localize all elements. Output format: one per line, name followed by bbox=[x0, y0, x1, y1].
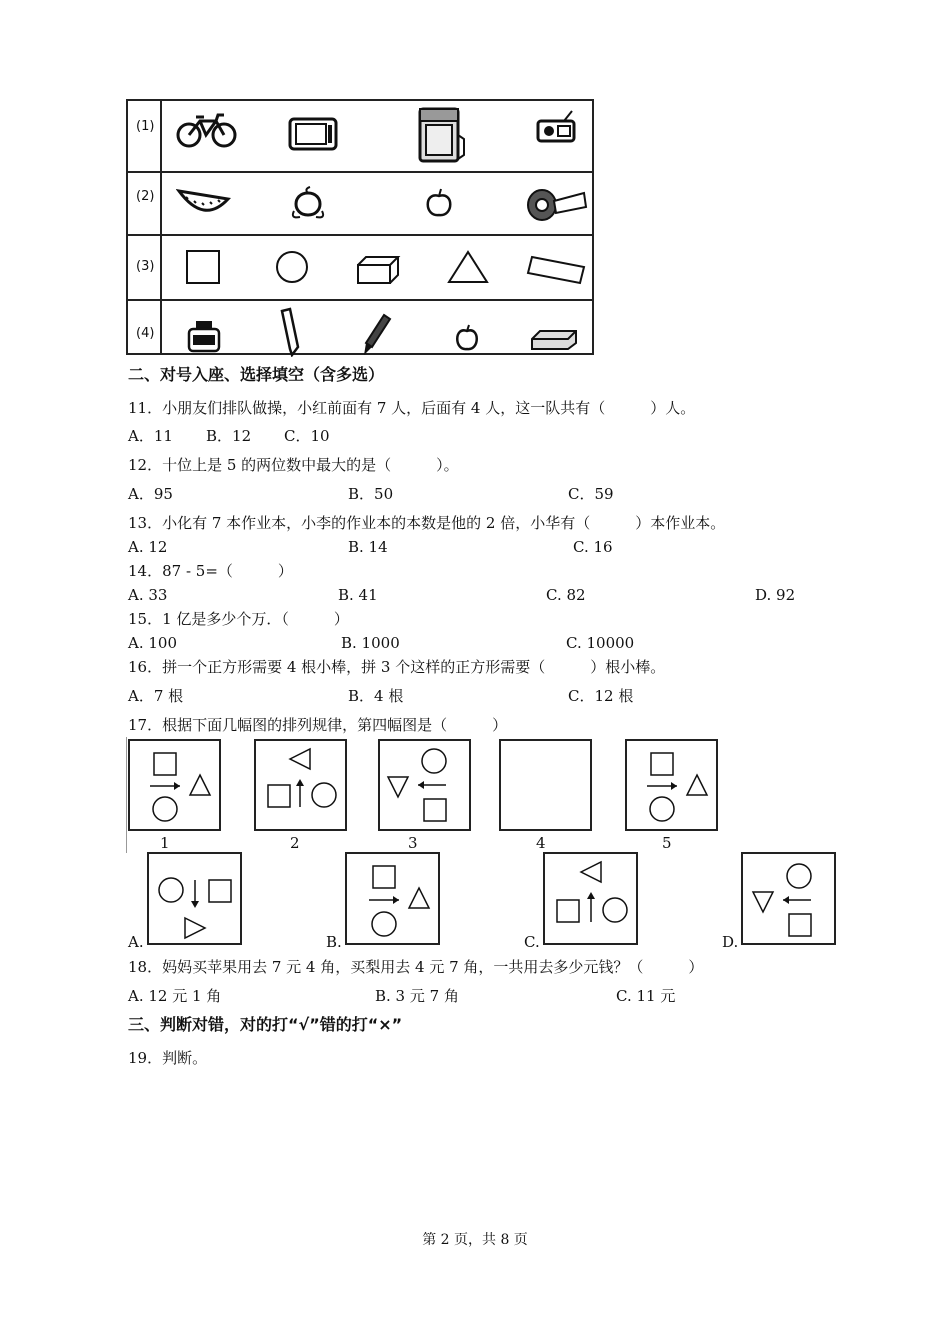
q16-option-c[interactable]: C．12 根 bbox=[568, 687, 634, 705]
option-c-shapes bbox=[545, 854, 636, 943]
page-footer: 第 2 页，共 8 页 bbox=[422, 1232, 528, 1248]
q15-option-a[interactable]: A. 100 bbox=[128, 634, 177, 652]
sequence-figure-5 bbox=[625, 739, 718, 831]
figure-1-shapes bbox=[130, 741, 219, 829]
picture-table bbox=[126, 99, 594, 355]
q15-option-c[interactable]: C. 10000 bbox=[566, 634, 635, 652]
circle-icon bbox=[372, 912, 396, 936]
q15-option-b[interactable]: B. 1000 bbox=[341, 634, 400, 652]
q16-option-a[interactable]: A．7 根 bbox=[128, 687, 184, 705]
row-label-4: (4) bbox=[136, 326, 155, 341]
q18-option-a[interactable]: A. 12 元 1 角 bbox=[128, 987, 222, 1005]
watermelon-slice-icon bbox=[176, 185, 232, 219]
sequence-label-4: 4 bbox=[536, 834, 546, 852]
circle-icon bbox=[312, 783, 336, 807]
triangle-icon bbox=[290, 749, 310, 769]
triangle-icon bbox=[687, 775, 707, 795]
sequence-figure-4-blank bbox=[499, 739, 592, 831]
triangle-icon bbox=[388, 777, 408, 797]
square-icon bbox=[154, 753, 176, 775]
q12-option-b[interactable]: B．50 bbox=[348, 485, 394, 503]
square-icon bbox=[373, 866, 395, 888]
triangle-icon bbox=[446, 249, 490, 285]
rectangle-icon bbox=[526, 251, 588, 287]
q17-option-b-figure[interactable] bbox=[345, 852, 440, 945]
q11-option-a[interactable]: A．11 bbox=[128, 427, 173, 445]
square-icon bbox=[268, 785, 290, 807]
sequence-figure-1 bbox=[128, 739, 221, 831]
question-18: 18．妈妈买苹果用去 7 元 4 角，买梨用去 4 元 7 角，一共用去多少元钱？（ ） bbox=[128, 958, 704, 976]
circle-icon bbox=[422, 749, 446, 773]
triangle-icon bbox=[753, 892, 773, 912]
pen-icon bbox=[362, 313, 392, 357]
square-icon bbox=[651, 753, 673, 775]
circle-icon bbox=[159, 878, 183, 902]
figure-3-shapes bbox=[380, 741, 469, 829]
circle-icon bbox=[650, 797, 674, 821]
q14-option-b[interactable]: B. 41 bbox=[338, 586, 378, 604]
peach-icon bbox=[288, 185, 328, 221]
q13-option-c[interactable]: C. 16 bbox=[573, 538, 613, 556]
q13-option-a[interactable]: A. 12 bbox=[128, 538, 168, 556]
row-label-3: (3) bbox=[136, 259, 155, 274]
q11-option-b[interactable]: B．12 bbox=[206, 427, 252, 445]
sequence-label-1: 1 bbox=[160, 834, 170, 852]
circle-icon bbox=[274, 249, 310, 285]
radio-icon bbox=[536, 109, 578, 145]
section-heading-2: 二、对号入座、选择填空（含多选） bbox=[128, 365, 385, 384]
question-13: 13．小化有 7 本作业本，小李的作业本的本数是他的 2 倍，小华有（ ）本作业本。 bbox=[128, 514, 726, 532]
q17-option-a[interactable]: A. bbox=[128, 933, 144, 951]
bicycle-icon bbox=[176, 111, 238, 151]
triangle-icon bbox=[190, 775, 210, 795]
question-16: 16．拼一个正方形需要 4 根小棒，拼 3 个这样的正方形需要（ ）根小棒。 bbox=[128, 658, 666, 676]
table-row-divider bbox=[128, 299, 592, 301]
table-column-divider bbox=[160, 101, 162, 353]
q17-option-d-figure[interactable] bbox=[741, 852, 836, 945]
row-label-2: (2) bbox=[136, 189, 155, 204]
cuboid-icon bbox=[356, 255, 402, 285]
q17-option-c[interactable]: C. bbox=[524, 933, 540, 951]
pencil-icon bbox=[278, 307, 302, 357]
option-b-shapes bbox=[347, 854, 438, 943]
option-d-shapes bbox=[743, 854, 834, 943]
figure-2-shapes bbox=[256, 741, 345, 829]
television-icon bbox=[288, 115, 340, 153]
washing-machine-icon bbox=[416, 105, 468, 165]
triangle-icon bbox=[409, 888, 429, 908]
square-icon bbox=[557, 900, 579, 922]
sequence-label-3: 3 bbox=[408, 834, 418, 852]
sequence-label-5: 5 bbox=[662, 834, 672, 852]
q14-option-c[interactable]: C. 82 bbox=[546, 586, 586, 604]
q17-option-a-figure[interactable] bbox=[147, 852, 242, 945]
q14-option-d[interactable]: D. 92 bbox=[755, 586, 796, 604]
sequence-figure-3 bbox=[378, 739, 471, 831]
triangle-icon bbox=[185, 918, 205, 938]
pencil-case-icon bbox=[530, 327, 580, 351]
circle-icon bbox=[153, 797, 177, 821]
figure-5-shapes bbox=[627, 741, 716, 829]
square-icon bbox=[184, 249, 224, 285]
square-icon bbox=[424, 799, 446, 821]
apple-icon bbox=[452, 323, 482, 353]
q12-option-a[interactable]: A．95 bbox=[128, 485, 173, 503]
circle-icon bbox=[603, 898, 627, 922]
triangle-icon bbox=[581, 862, 601, 882]
question-17: 17．根据下面几幅图的排列规律，第四幅图是（ ） bbox=[128, 716, 508, 734]
q13-option-b[interactable]: B. 14 bbox=[348, 538, 388, 556]
square-icon bbox=[789, 914, 811, 936]
q18-option-c[interactable]: C. 11 元 bbox=[616, 987, 676, 1005]
question-12: 12．十位上是 5 的两位数中最大的是（ ）。 bbox=[128, 456, 459, 474]
q17-option-d[interactable]: D. bbox=[722, 933, 739, 951]
sequence-figure-2 bbox=[254, 739, 347, 831]
circle-icon bbox=[787, 864, 811, 888]
question-14: 14．87 - 5=（ ） bbox=[128, 562, 293, 580]
q17-option-b[interactable]: B. bbox=[326, 933, 342, 951]
q14-option-a[interactable]: A. 33 bbox=[128, 586, 168, 604]
question-15: 15．1 亿是多少个万．（ ） bbox=[128, 610, 349, 628]
table-row-divider bbox=[128, 171, 592, 173]
ink-bottle-icon bbox=[186, 319, 222, 353]
table-row-divider bbox=[128, 234, 592, 236]
question-11: 11．小朋友们排队做操，小红前面有 7 人，后面有 4 人，这一队共有（ ）人。 bbox=[128, 399, 696, 417]
option-a-shapes bbox=[149, 854, 240, 943]
q18-option-b[interactable]: B. 3 元 7 角 bbox=[375, 987, 459, 1005]
q16-option-b[interactable]: B．4 根 bbox=[348, 687, 404, 705]
q11-option-c[interactable]: C．10 bbox=[284, 427, 330, 445]
section-heading-3: 三、判断对错，对的打“√”错的打“×” bbox=[128, 1015, 403, 1034]
q12-option-c[interactable]: C．59 bbox=[568, 485, 614, 503]
row-label-1: (1) bbox=[136, 119, 155, 134]
q17-option-c-figure[interactable] bbox=[543, 852, 638, 945]
sequence-label-2: 2 bbox=[290, 834, 300, 852]
corn-icon bbox=[524, 183, 590, 223]
question-19: 19．判断。 bbox=[128, 1049, 208, 1067]
square-icon bbox=[209, 880, 231, 902]
apple-icon bbox=[422, 187, 456, 219]
